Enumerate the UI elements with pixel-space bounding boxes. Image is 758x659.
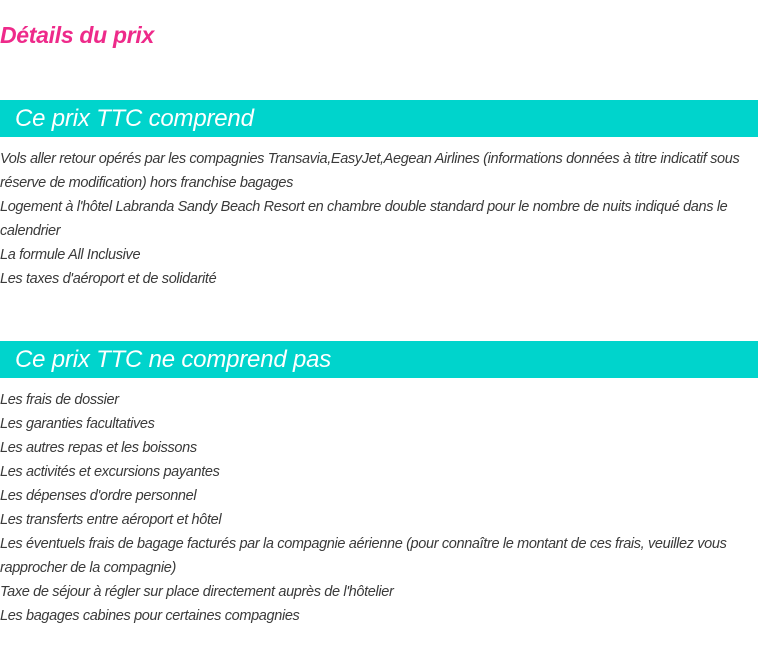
list-item: Les activités et excursions payantes: [0, 464, 220, 480]
list-item: La formule All Inclusive: [0, 247, 141, 263]
excluded-heading: Ce prix TTC ne comprend pas: [15, 346, 332, 373]
included-list: [0, 147, 752, 291]
list-item: Les taxes d'aéroport et de solidarité: [0, 271, 217, 287]
list-item: Logement à l'hôtel Labranda Sandy Beach Resort en chambre double standard pour le nombre de nuits indiqué dans le calendrier: [0, 199, 728, 239]
page-title: Détails du prix: [0, 22, 154, 48]
list-item: Les frais de dossier: [0, 392, 119, 408]
included-section-header: [0, 100, 758, 137]
excluded-section-header: [0, 341, 758, 378]
excluded-list: [0, 388, 752, 628]
included-heading: Ce prix TTC comprend: [15, 105, 254, 132]
list-item: Les bagages cabines pour certaines compagnies: [0, 608, 300, 624]
list-item: Vols aller retour opérés par les compagnies Transavia,EasyJet,Aegean Airlines (informations données à titre indicatif sous réserve de modification) hors franchise bagages: [0, 151, 740, 191]
list-item: Les dépenses d'ordre personnel: [0, 488, 197, 504]
list-item: Les éventuels frais de bagage facturés par la compagnie aérienne (pour connaître le montant de ces frais, veuillez vous rapprocher de la compagnie): [0, 536, 727, 576]
list-item: Les garanties facultatives: [0, 416, 155, 432]
list-item: Les transferts entre aéroport et hôtel: [0, 512, 222, 528]
list-item: Les autres repas et les boissons: [0, 440, 197, 456]
list-item: Taxe de séjour à régler sur place directement auprès de l'hôtelier: [0, 584, 394, 600]
